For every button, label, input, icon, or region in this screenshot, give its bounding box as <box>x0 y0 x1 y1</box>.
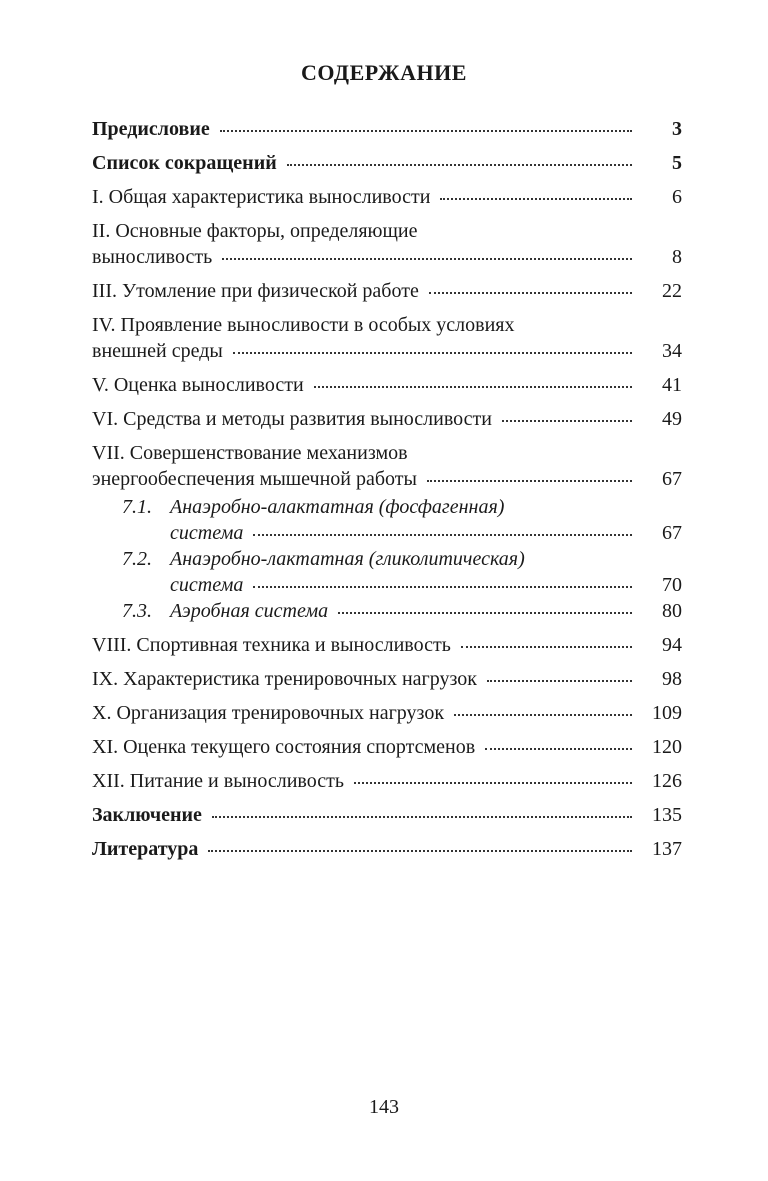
toc-entry-page: 126 <box>652 770 682 792</box>
toc-entry-chapter-4 <box>92 312 682 364</box>
toc-entry-title: Аэробная система <box>170 600 329 622</box>
toc-entry-chapter-8 <box>92 632 682 658</box>
toc-entry-title-line2: система <box>170 522 244 544</box>
toc-entry-title-line1: VII. Совершенствование механизмов <box>92 442 408 464</box>
toc-entry-chapter-6 <box>92 406 682 432</box>
toc-entry-title-line1: Анаэробно-лактатная (гликолитическая) <box>170 548 525 570</box>
dot-leader <box>287 154 632 166</box>
toc-entry-title: Заключение <box>92 804 202 826</box>
toc-entry-chapter-10 <box>92 700 682 726</box>
dot-leader <box>253 576 632 588</box>
toc-entry-title: Список сокращений <box>92 152 277 174</box>
toc-entry-title: VIII. Спортивная техника и выносливость <box>92 634 451 656</box>
toc-entry-chapter-2 <box>92 218 682 270</box>
toc-entry-title: Предисловие <box>92 118 210 140</box>
toc-entry-chapter-3 <box>92 278 682 304</box>
toc-entry-title: Литература <box>92 838 199 860</box>
toc-entry-abbreviations <box>92 150 682 176</box>
toc-entry-page: 135 <box>652 804 682 826</box>
dot-leader <box>354 772 632 784</box>
toc-entry-title: XII. Питание и выносливость <box>92 770 344 792</box>
toc-entry-title-line1: IV. Проявление выносливости в особых условиях <box>92 314 515 336</box>
page-title: СОДЕРЖАНИЕ <box>301 60 467 85</box>
dot-leader <box>212 806 632 818</box>
dot-leader <box>502 410 632 422</box>
toc-subentry-7-3 <box>92 598 682 624</box>
toc-entry-title-line2: выносливость <box>92 246 213 268</box>
toc-entry-chapter-7 <box>92 440 682 492</box>
toc-subentry-7-2 <box>92 546 682 598</box>
toc-entry-chapter-12 <box>92 768 682 794</box>
toc-subentry-number: 7.3. <box>122 600 152 622</box>
toc-entry-page: 5 <box>672 152 682 174</box>
page-number: 143 <box>369 1096 399 1118</box>
toc-entry-page: 49 <box>662 408 682 430</box>
toc-entry-page: 94 <box>662 634 682 656</box>
toc-entry-page: 8 <box>672 246 682 268</box>
toc-subentry-number: 7.2. <box>122 548 152 570</box>
toc-entry-chapter-11 <box>92 734 682 760</box>
toc-entry-preface <box>92 116 682 142</box>
toc-subentry-7-1 <box>92 494 682 546</box>
table-of-contents <box>92 116 682 862</box>
toc-entry-page: 67 <box>662 522 682 544</box>
dot-leader <box>429 282 632 294</box>
toc-entry-title: XI. Оценка текущего состояния спортсменов <box>92 736 476 758</box>
toc-entry-title: VI. Средства и методы развития выносливости <box>92 408 492 430</box>
toc-entry-chapter-1 <box>92 184 682 210</box>
toc-entry-title-line1: Анаэробно-алактатная (фосфагенная) <box>170 496 505 518</box>
toc-entry-page: 3 <box>672 118 682 140</box>
toc-entry-page: 70 <box>662 574 682 596</box>
toc-entry-page: 34 <box>662 340 682 362</box>
toc-subentry-number: 7.1. <box>122 496 152 518</box>
dot-leader <box>222 248 632 260</box>
toc-entry-page: 120 <box>652 736 682 758</box>
dot-leader <box>487 670 632 682</box>
dot-leader <box>220 120 632 132</box>
toc-entry-references <box>92 836 682 862</box>
dot-leader <box>485 738 632 750</box>
toc-entry-page: 67 <box>662 468 682 490</box>
toc-entry-title: III. Утомление при физической работе <box>92 280 419 302</box>
dot-leader <box>454 704 632 716</box>
toc-entry-page: 80 <box>662 600 682 622</box>
dot-leader <box>461 636 632 648</box>
toc-entry-conclusion <box>92 802 682 828</box>
toc-entry-title: V. Оценка выносливости <box>92 374 304 396</box>
dot-leader <box>338 602 632 614</box>
dot-leader <box>314 376 632 388</box>
dot-leader <box>440 188 632 200</box>
toc-entry-page: 137 <box>652 838 682 860</box>
toc-entry-page: 22 <box>662 280 682 302</box>
dot-leader <box>233 342 632 354</box>
toc-entry-chapter-5 <box>92 372 682 398</box>
dot-leader <box>253 524 632 536</box>
toc-entry-title: IX. Характеристика тренировочных нагрузок <box>92 668 477 690</box>
toc-entry-page: 109 <box>652 702 682 724</box>
toc-entry-title-line2: энергообеспечения мышечной работы <box>92 468 417 490</box>
dot-leader <box>208 840 632 852</box>
dot-leader <box>427 470 632 482</box>
toc-entry-title-line2: внешней среды <box>92 340 223 362</box>
toc-entry-title: X. Организация тренировочных нагрузок <box>92 702 445 724</box>
toc-entry-page: 98 <box>662 668 682 690</box>
toc-entry-title-line1: II. Основные факторы, определяющие <box>92 220 418 242</box>
toc-entry-chapter-9 <box>92 666 682 692</box>
toc-entry-page: 41 <box>662 374 682 396</box>
toc-entry-page: 6 <box>672 186 682 208</box>
toc-entry-title-line2: система <box>170 574 244 596</box>
toc-entry-title: I. Общая характеристика выносливости <box>92 186 431 208</box>
